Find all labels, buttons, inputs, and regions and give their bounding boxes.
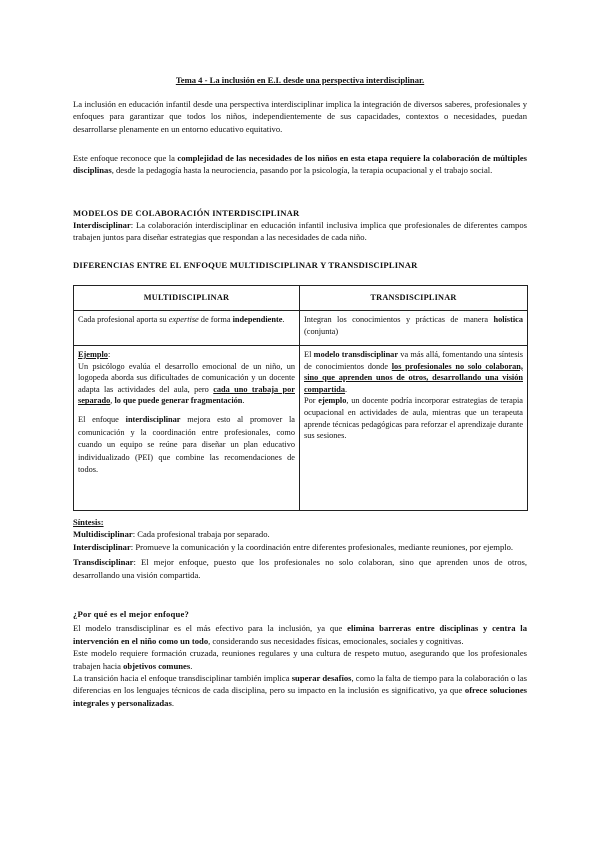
synthesis-inter — [73, 541, 527, 553]
synthesis-text: : Promueve la comunicación y la coordinación entre diferentes profesionales, mediante reuniones, por ejemplo. — [130, 541, 514, 552]
why-paragraph-1 — [73, 622, 527, 647]
trans-model-paragraph — [304, 349, 523, 395]
table-row — [74, 311, 528, 346]
intro-paragraph: La inclusión en educación infantil desde una perspectiva interdisciplinar implica la integración de diversos saberes, profesionales y enfoques para garantizar que todos los niños, independientemente de sus capacidades, contextos o necesidades, puedan desarrollarse plenamente en un entorno educativo equitativo. — [73, 99, 527, 134]
synthesis-term: Transdisciplinar — [73, 557, 134, 568]
synthesis-section — [73, 516, 527, 581]
synthesis-heading-text: Síntesis: — [73, 517, 104, 527]
synthesis-heading — [73, 516, 527, 528]
why-text-bold: objetivos comunes — [123, 660, 191, 671]
cell-text-italic: expertise — [168, 315, 199, 324]
cell-text-bold: cada uno trabaja por separado — [78, 384, 295, 406]
why-text: , considerando sus necesidades físicas, emocionales, sociales y cognitivas. — [208, 635, 464, 646]
why-text: . — [171, 697, 174, 708]
cell-text-bold: lo que puede generar fragmentación — [114, 396, 243, 406]
cell-text: El enfoque — [78, 414, 126, 424]
why-section — [73, 608, 527, 709]
cell-text-bold: modelo transdisciplinar — [313, 350, 399, 359]
cell-text: Por — [304, 396, 319, 406]
synthesis-text: : El mejor enfoque, puesto que los profesionales no solo colaboran, sino que aprenden unos de otros, desarrollando una visión compartida. — [73, 557, 527, 580]
models-term: Interdisciplinar — [73, 220, 131, 230]
why-paragraph-2 — [73, 647, 527, 672]
synthesis-term: Multidisciplinar — [73, 529, 133, 540]
synthesis-term: Interdisciplinar — [73, 541, 131, 552]
cell-multi-definition — [74, 311, 300, 346]
differences-heading: DIFERENCIAS ENTRE EL ENFOQUE MULTIDISCIPLINAR Y TRANSDISCIPLINAR — [73, 260, 418, 270]
example-label: Ejemplo — [78, 350, 108, 359]
trans-example-paragraph — [304, 395, 523, 441]
p2-text-bold: complejidad de las necesidades de los niños en esta etapa requiere la colaboración de múltiples disciplinas — [73, 153, 527, 176]
multi-example-paragraph — [78, 349, 295, 407]
cell-text: mejora esto al promover la comunicación y la coordinación entre profesionales, como cuando un equipo se reúne para diseñar un plan educativo individualizado (PEI) que combine las recomendaciones de todos. — [78, 414, 295, 475]
cell-multi-example — [74, 346, 300, 511]
synthesis-trans — [73, 556, 527, 581]
why-text: Este modelo requiere formación cruzada, reuniones regulares y una cultura de respeto mutuo, asegurando que los profesionales trabajen hacia — [73, 648, 527, 671]
cell-text: Cada profesional aporta su — [78, 315, 169, 324]
why-paragraph-3 — [73, 672, 527, 709]
p2-text-c: , desde la pedagogía hasta la neurociencia, pasando por la psicología, la terapia ocupacional y el trabajo social. — [111, 165, 493, 176]
cell-text-bold: los profesionales no solo colaboran, sino que aprenden unos de otros, desarrollando una visión compartida — [304, 361, 523, 394]
title-text: Tema 4 - La inclusión en E.I. desde una perspectiva interdisciplinar. — [175, 75, 425, 85]
cell-text: de forma — [198, 315, 233, 324]
models-heading: MODELOS DE COLABORACIÓN INTERDISCIPLINAR — [73, 208, 300, 218]
cell-text-bold: holística — [493, 315, 523, 324]
p2-text-a: Este enfoque reconoce que la — [73, 153, 178, 163]
cell-trans-example — [300, 346, 528, 511]
page-title — [73, 74, 527, 86]
why-text: La transición hacia el enfoque transdisciplinar también implica — [73, 673, 292, 684]
cell-text: . — [345, 384, 348, 394]
cell-text: . — [282, 315, 285, 324]
complexity-paragraph — [73, 152, 527, 177]
cell-text-bold: interdisciplinar — [125, 414, 181, 424]
comparison-table — [73, 285, 528, 511]
cell-text: va más allá, fomentando una síntesis de conocimientos donde — [304, 350, 524, 371]
models-paragraph — [73, 219, 527, 244]
cell-text: Integran los conocimientos y prácticas de manera — [304, 315, 494, 324]
cell-text-bold: ejemplo — [318, 396, 347, 406]
models-text: : La colaboración interdisciplinar en educación infantil inclusiva implica que profesionales de diferentes campos trabajen juntos para diseñar estrategias que respondan a las necesidades de cada niño. — [73, 220, 527, 243]
cell-text: : — [107, 350, 111, 359]
why-text-bold: ofrece soluciones integrales y personalizadas — [73, 685, 527, 708]
cell-text: (conjunta) — [304, 326, 339, 336]
cell-trans-definition — [300, 311, 528, 346]
cell-text: Un psicólogo evalúa el desarrollo emocional de un niño, un logopeda aborda sus dificultades de comunicación y un docente adapta las actividades del aula, pero — [78, 361, 295, 394]
multi-interdisciplinar-paragraph — [78, 414, 295, 477]
why-text: . — [190, 660, 193, 671]
why-text-bold: superar desafíos — [291, 673, 352, 684]
cell-text-bold: independiente — [232, 315, 283, 324]
why-heading: ¿Por qué es el mejor enfoque? — [73, 609, 189, 619]
why-text-bold: elimina barreras entre disciplinas y centra la intervención en el niño como un todo — [73, 623, 527, 646]
why-text: , como la falta de tiempo para la colaboración o las diferencias en los lenguajes técnicos de cada disciplina, pero su impacto en la inclusión es significativo, ya que — [73, 673, 527, 696]
cell-text: El — [304, 350, 314, 359]
header-multidisciplinar: MULTIDISCIPLINAR — [74, 286, 300, 311]
table-header-row — [74, 286, 528, 311]
synthesis-text: : Cada profesional trabaja por separado. — [132, 529, 270, 540]
cell-text: , un docente podría incorporar estrategias de terapia ocupacional en actividades de aula, mientras que un terapeuta aprende técnicas pedagógicas para reforzar el aprendizaje durante sus sesiones. — [304, 396, 523, 441]
cell-text: . — [242, 396, 245, 406]
why-text: El modelo transdisciplinar es el más efectivo para la inclusión, ya que — [73, 623, 348, 634]
header-transdisciplinar: TRANSDISCIPLINAR — [300, 286, 528, 311]
synthesis-multi — [73, 528, 527, 540]
table-row — [74, 346, 528, 511]
cell-text: , — [110, 396, 115, 406]
